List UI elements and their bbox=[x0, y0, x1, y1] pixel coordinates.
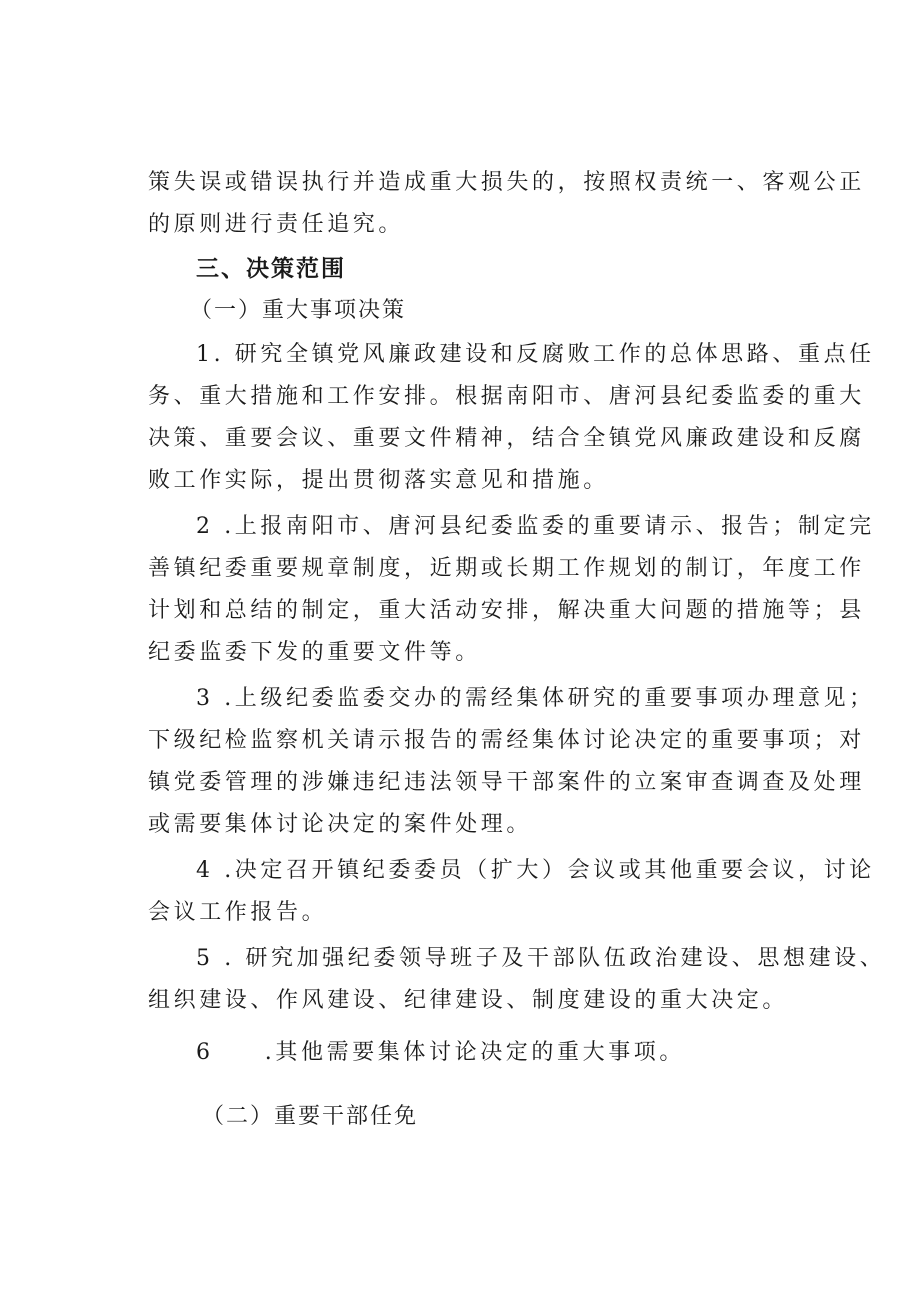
body-text-line: 的原则进行责任追究。 bbox=[148, 212, 405, 237]
body-text-line: 或需要集体讨论决定的案件处理。 bbox=[148, 812, 533, 837]
body-text-line: 下级纪检监察机关请示报告的需经集体讨论决定的重要事项；对 bbox=[148, 728, 865, 753]
section-heading: 三、决策范围 bbox=[196, 256, 346, 282]
body-text-line: 1. 研究全镇党风廉政建设和反腐败工作的总体思路、重点任 bbox=[196, 342, 875, 367]
body-text-line: 计划和总结的制定，重大活动安排，解决重大问题的措施等；县 bbox=[148, 598, 865, 623]
body-text-line: 4 .决定召开镇纪委委员（扩大）会议或其他重要会议，讨论 bbox=[196, 858, 875, 883]
body-text-line: 会议工作报告。 bbox=[148, 900, 328, 925]
body-text-line: 组织建设、作风建设、纪律建设、制度建设的重大决定。 bbox=[148, 988, 789, 1013]
body-text-line: 5 . 研究加强纪委领导班子及干部队伍政治建设、思想建设、 bbox=[196, 946, 886, 971]
body-text-line: 2 .上报南阳市、唐河县纪委监委的重要请示、报告；制定完 bbox=[196, 514, 875, 539]
body-text-line: 3 .上级纪委监委交办的需经集体研究的重要事项办理意见； bbox=[196, 686, 875, 711]
body-text-line: 决策、重要会议、重要文件精神，结合全镇党风廉政建设和反腐 bbox=[148, 426, 865, 451]
body-text-line: 镇党委管理的涉嫌违纪违法领导干部案件的立案审查调查及处理 bbox=[148, 770, 865, 795]
body-text-line: 纪委监委下发的重要文件等。 bbox=[148, 640, 481, 665]
body-text-line: 策失误或错误执行并造成重大损失的，按照权责统一、客观公正 bbox=[148, 170, 865, 195]
subsection-heading: （二）重要干部任免 bbox=[202, 1104, 419, 1129]
body-text-line: 败工作实际，提出贯彻落实意见和措施。 bbox=[148, 468, 609, 493]
body-text-line: 善镇纪委重要规章制度，近期或长期工作规划的制订，年度工作 bbox=[148, 556, 865, 581]
body-text-line: 6 .其他需要集体讨论决定的重大事项。 bbox=[196, 1040, 685, 1065]
body-text-line: 务、重大措施和工作安排。根据南阳市、唐河县纪委监委的重大 bbox=[148, 384, 865, 409]
subsection-heading: （一）重大事项决策 bbox=[190, 298, 407, 323]
